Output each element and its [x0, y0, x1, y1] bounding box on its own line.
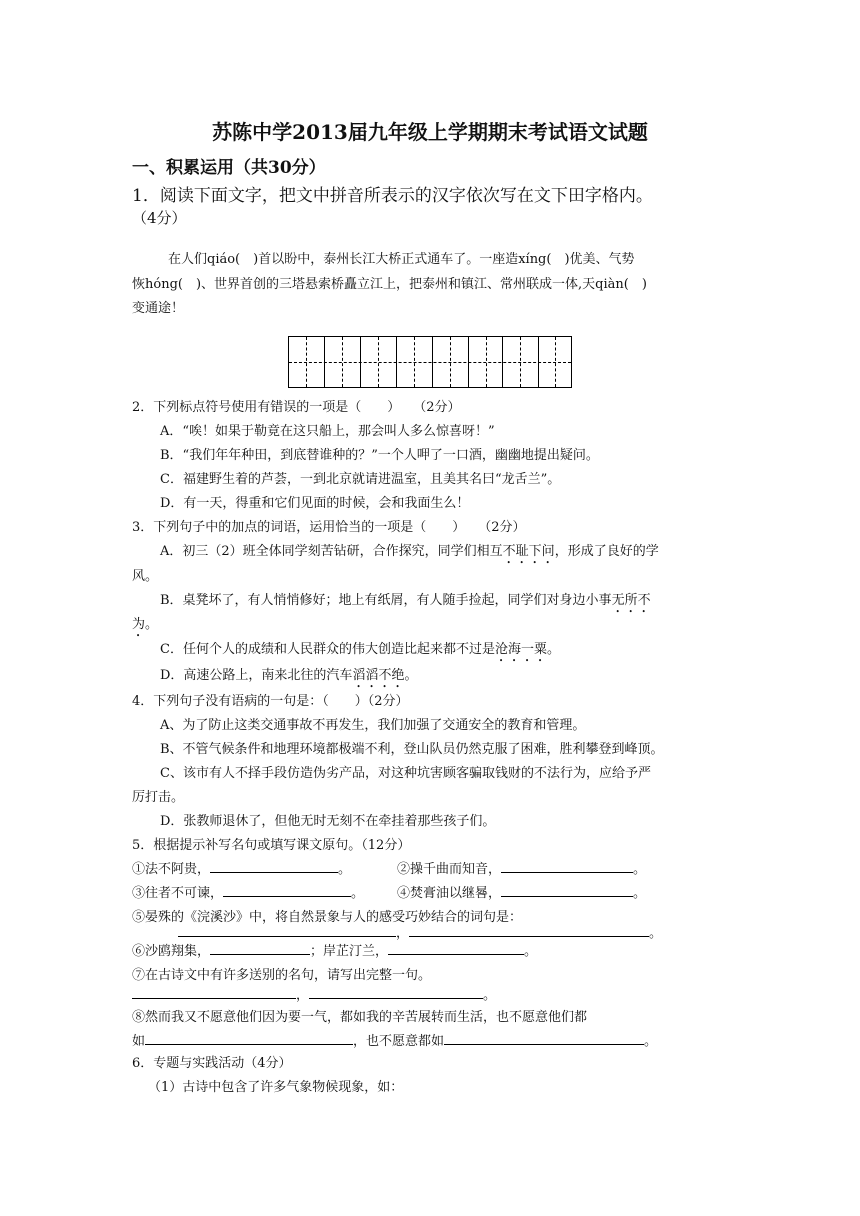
grid-divider — [324, 337, 325, 387]
answer-blank[interactable] — [309, 998, 483, 999]
dotted-term: 沧海一粟 — [494, 642, 547, 657]
punctuation: ， — [396, 926, 410, 941]
item-text: ①法不阿贵， — [132, 862, 211, 877]
grid-divider — [378, 337, 379, 387]
grid-divider — [342, 337, 343, 387]
grid-divider — [502, 337, 503, 387]
tianzige-answer-grid[interactable] — [288, 336, 572, 388]
answer-blank[interactable] — [132, 998, 296, 999]
option-text: ，形成了良好的学 — [554, 544, 659, 559]
question-3-stem: 3．下列句子中的加点的词语，运用恰当的一项是（ ） （2分） — [132, 520, 526, 535]
punctuation: 。 — [633, 862, 647, 877]
answer-blank[interactable] — [388, 954, 524, 955]
item-text: ③往者不可谏， — [132, 886, 224, 901]
dotted-term: 为 — [132, 617, 146, 632]
question-4-stem: 4．下列句子没有语病的一句是：（ ）（2分） — [132, 694, 409, 709]
question-5-item-7: ⑦在古诗文中有许多送别的名句，请写出完整一句。 — [132, 968, 432, 983]
grid-divider — [432, 337, 433, 387]
item-text: 如 — [132, 1034, 146, 1049]
question-5-item-5-answer — [178, 922, 662, 941]
dotted-term: 不耻下问 — [502, 544, 555, 559]
punctuation: 。 — [338, 862, 352, 877]
grid-divider — [468, 337, 469, 387]
question-1-score: （4分） — [132, 209, 187, 227]
punctuation: ， — [296, 988, 310, 1003]
question-5-item-6 — [132, 940, 537, 959]
question-3-option-b — [160, 589, 651, 616]
question-5-item-3 — [132, 882, 364, 901]
answer-blank[interactable] — [178, 936, 396, 937]
question-4-option-b: B、不管气候条件和地理环境都极端不利，登山队员仍然克服了困难，胜利攀登到峰顶。 — [160, 742, 664, 757]
dotted-term: 滔滔不绝 — [352, 668, 405, 683]
question-1-passage-line: 恢hóng( )、世界首创的三塔悬索桥矗立江上，把泰州和镇江、常州联成一体,天qiàn( ) — [132, 277, 647, 292]
question-2-option-b: B．“我们年年种田，到底替谁种的？”一个人呷了一口酒，幽幽地提出疑问。 — [160, 448, 599, 463]
question-2-option-c: C．福建野生着的芦荟，一到北京就请进温室，且美其名曰“龙舌兰”。 — [160, 472, 561, 487]
question-5-item-7-answer — [132, 984, 496, 1003]
question-1-passage-line: 变通途！ — [132, 301, 185, 316]
grid-divider — [538, 337, 539, 387]
item-text: ⑥沙鸥翔集， — [132, 944, 211, 959]
answer-blank[interactable] — [444, 1044, 644, 1045]
grid-divider — [306, 337, 307, 387]
question-3-option-c — [160, 638, 560, 665]
question-2-option-a: A．“唉！如果于勒竟在这只船上，那会叫人多么惊喜呀！” — [160, 424, 495, 439]
option-text: A．初三（2）班全体同学刻苦钻研，合作探究，同学们相互 — [160, 544, 503, 559]
question-5-item-8: ⑧然而我又不愿意他们因为要一气，都如我的辛苦展转而生活，也不愿意他们都 — [132, 1010, 588, 1025]
dotted-term: 无所不 — [611, 593, 651, 608]
question-1-stem: 1．阅读下面文字，把文中拼音所表示的汉字依次写在文下田字格内。 — [132, 186, 653, 206]
answer-blank[interactable] — [409, 936, 649, 937]
question-2-option-d: D．有一天，得重和它们见面的时候，会和我面生么！ — [160, 496, 470, 511]
question-6-stem: 6．专题与实践活动（4分） — [132, 1056, 292, 1071]
punctuation: 。 — [633, 886, 647, 901]
question-4-option-d: D．张教师退休了，但他无时无刻不在牵挂着那些孩子们。 — [160, 814, 496, 829]
answer-blank[interactable] — [145, 1044, 353, 1045]
question-4-option-a: A、为了防止这类交通事故不再发生，我们加强了交通安全的教育和管理。 — [160, 718, 586, 733]
question-5-stem: 5．根据提示补写名句或填写课文原句。（12分） — [132, 838, 411, 853]
punctuation: 。 — [644, 1034, 658, 1049]
item-text: ，也不愿意都如 — [353, 1034, 445, 1049]
answer-blank[interactable] — [210, 954, 310, 955]
question-3-option-d — [160, 664, 417, 691]
question-5-item-1 — [132, 858, 351, 877]
option-text: D．高速公路上，南来北往的汽车 — [160, 668, 353, 683]
item-text: ②操千曲而知音， — [397, 862, 502, 877]
question-5-item-8-cont — [132, 1030, 657, 1049]
option-text: 。 — [145, 617, 159, 632]
question-5-item-2 — [397, 858, 646, 877]
grid-divider — [360, 337, 361, 387]
question-1-passage-line: 在人们qiáo( )首以盼中，泰州长江大桥正式通车了。一座造xíng( )优美、气势 — [168, 252, 635, 267]
grid-divider — [414, 337, 415, 387]
question-5-item-4 — [397, 882, 646, 901]
question-4-option-c-cont: 厉打击。 — [132, 790, 185, 805]
grid-divider — [555, 337, 556, 387]
punctuation: 。 — [351, 886, 365, 901]
answer-blank[interactable] — [501, 896, 633, 897]
punctuation: 。 — [524, 944, 538, 959]
question-2-stem: 2．下列标点符号使用有错误的一项是（ ） （2分） — [132, 400, 461, 415]
grid-divider — [396, 337, 397, 387]
item-text: ；岸芷汀兰， — [310, 944, 389, 959]
answer-blank[interactable] — [223, 896, 351, 897]
grid-midline — [289, 362, 571, 363]
punctuation: 。 — [483, 988, 497, 1003]
punctuation: 。 — [649, 926, 663, 941]
answer-blank[interactable] — [501, 872, 633, 873]
option-text: B．桌凳坏了，有人悄悄修好；地上有纸屑，有人随手捡起，同学们对身边小事 — [160, 593, 612, 608]
option-text: 。 — [404, 668, 418, 683]
section-heading: 一、积累运用（共30分） — [132, 158, 326, 178]
question-3-option-a-cont: 风。 — [132, 569, 159, 584]
question-3-option-b-cont — [132, 613, 158, 640]
option-text: 。 — [546, 642, 560, 657]
question-3-option-a — [160, 540, 659, 567]
question-5-item-5: ⑤晏殊的《浣溪沙》中，将自然景象与人的感受巧妙结合的词句是： — [132, 910, 523, 925]
question-4-option-c: C、该市有人不择手段仿造伪劣产品，对这种坑害顾客骗取钱财的不法行为，应给予严 — [160, 766, 651, 781]
page-title: 苏陈中学2013届九年级上学期期末考试语文试题 — [212, 120, 648, 144]
grid-divider — [486, 337, 487, 387]
item-text: ④焚膏油以继晷， — [397, 886, 502, 901]
grid-divider — [450, 337, 451, 387]
answer-blank[interactable] — [210, 872, 338, 873]
grid-divider — [520, 337, 521, 387]
option-text: C．任何个人的成绩和人民群众的伟大创造比起来都不过是 — [160, 642, 495, 657]
question-6-sub-1: （1）古诗中包含了许多气象物候现象，如： — [148, 1080, 404, 1095]
